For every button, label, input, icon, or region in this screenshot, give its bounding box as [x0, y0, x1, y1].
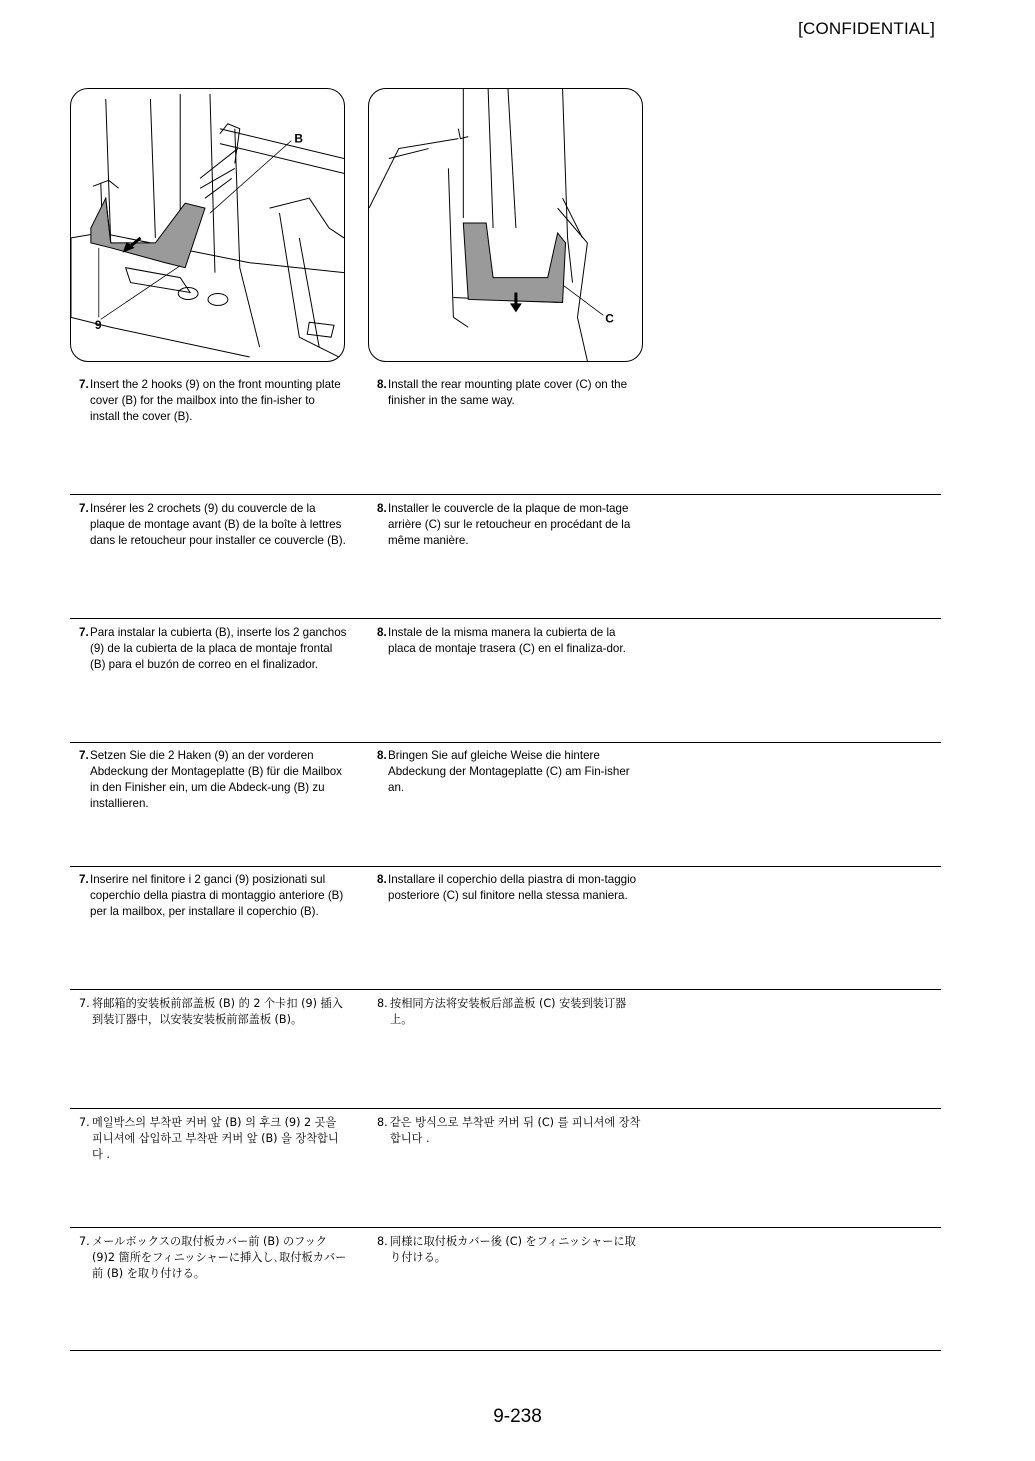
- step-text: Inserire nel finitore i 2 ganci (9) posizionati sul coperchio della piastra di montaggio anteriore (B) per la mailbox, per installare il coperchio (B).: [90, 873, 344, 918]
- step-number: 7.: [79, 873, 89, 886]
- step-8-fr: [377, 501, 645, 549]
- step-number: 7.: [79, 502, 89, 515]
- step-text: Bringen Sie auf gleiche Weise die hintere Abdeckung der Montageplatte (C) am Fin-isher an.: [388, 749, 630, 794]
- step-number: 7.: [79, 378, 89, 391]
- step-number: 8.: [377, 378, 387, 391]
- step-text: Instale de la misma manera la cubierta de la placa de montaje trasera (C) en el finaliza-dor.: [388, 626, 626, 655]
- section-divider: [70, 742, 941, 743]
- rear-cover-illustration: [369, 89, 642, 361]
- step-number: 8.: [377, 873, 387, 886]
- step-8-en: [377, 377, 645, 409]
- step-7-es: [79, 625, 347, 673]
- step-number: 7.: [79, 626, 89, 639]
- page-number: 9-238: [493, 1406, 542, 1427]
- figure-label-9: 9: [94, 318, 102, 333]
- step-number: 7.: [79, 1116, 90, 1129]
- step-text: Installer le couvercle de la plaque de mon-tage arrière (C) sur le retoucheur en procédant de la même manière.: [388, 502, 631, 547]
- step-number: 8.: [377, 502, 387, 515]
- step-text: Insert the 2 hooks (9) on the front mounting plate cover (B) for the mailbox into the fin-isher to install the cover (B).: [90, 378, 341, 423]
- step-text: 같은 방식으로 부착판 커버 뒤 (C) 를 피니셔에 장착합니다 .: [390, 1116, 641, 1145]
- step-number: 8.: [377, 749, 387, 762]
- step-8-it: [377, 872, 645, 904]
- step-8-ko: [377, 1115, 645, 1147]
- step-text: Setzen Sie die 2 Haken (9) an der vorderen Abdeckung der Montageplatte (B) für die Mailbox in den Finisher ein, um die Abdeck-ung (B) zu installieren.: [90, 749, 342, 810]
- step-number: 7.: [79, 749, 89, 762]
- step-number: 8.: [377, 997, 388, 1010]
- figure-front-cover-install: [70, 88, 345, 362]
- front-cover-illustration: [71, 89, 344, 361]
- confidential-label: [CONFIDENTIAL]: [798, 19, 935, 38]
- step-7-de: [79, 748, 347, 812]
- step-8-es: [377, 625, 645, 657]
- figure-label-c: C: [605, 311, 614, 326]
- section-divider: [70, 494, 941, 495]
- section-divider: [70, 1108, 941, 1109]
- step-text: 按相同方法将安装板后部盖板 (C) 安装到装订器上。: [390, 997, 627, 1026]
- step-text: 同様に取付板カバー後 (C) をフィニッシャーに取り付ける。: [390, 1235, 636, 1264]
- figure-label-b: B: [294, 131, 303, 146]
- step-text: Para instalar la cubierta (B), inserte los 2 ganchos (9) de la cubierta de la placa de montaje frontal (B) para el buzón de correo en el finalizador.: [90, 626, 347, 671]
- section-divider: [70, 1350, 941, 1351]
- step-8-zh: [377, 996, 645, 1028]
- section-divider: [70, 1227, 941, 1228]
- figure-rear-cover-install: [368, 88, 643, 362]
- step-7-zh: [79, 996, 347, 1028]
- step-number: 7.: [79, 997, 90, 1010]
- step-number: 8.: [377, 1116, 388, 1129]
- step-text: メールボックスの取付板カバー前 (B) のフック (9)2 箇所をフィニッシャーに挿入し､取付板カバー前 (B) を取り付ける。: [92, 1235, 347, 1280]
- step-number: 8.: [377, 1235, 388, 1248]
- step-7-ja: [79, 1234, 347, 1282]
- step-8-ja: [377, 1234, 645, 1266]
- step-number: 8.: [377, 626, 387, 639]
- step-8-de: [377, 748, 645, 796]
- step-7-fr: [79, 501, 347, 549]
- step-number: 7.: [79, 1235, 90, 1248]
- step-text: Insérer les 2 crochets (9) du couvercle de la plaque de montage avant (B) de la boîte à lettres dans le retoucheur pour installer ce couvercle (B).: [90, 502, 346, 547]
- step-text: Install the rear mounting plate cover (C) on the finisher in the same way.: [388, 378, 628, 407]
- step-7-ko: [79, 1115, 347, 1163]
- step-7-it: [79, 872, 347, 920]
- section-divider: [70, 866, 941, 867]
- section-divider: [70, 618, 941, 619]
- step-text: 将邮箱的安装板前部盖板 (B) 的 2 个卡扣 (9) 插入到装订器中，以安装安装板前部盖板 (B)。: [92, 997, 343, 1026]
- step-text: Installare il coperchio della piastra di mon-taggio posteriore (C) sul finitore nella stessa maniera.: [388, 873, 637, 902]
- step-text: 메일박스의 부착판 커버 앞 (B) 의 후크 (9) 2 곳을 피니셔에 삽입하고 부착판 커버 앞 (B) 을 장착합니다 .: [92, 1116, 339, 1161]
- section-divider: [70, 989, 941, 990]
- step-7-en: [79, 377, 347, 425]
